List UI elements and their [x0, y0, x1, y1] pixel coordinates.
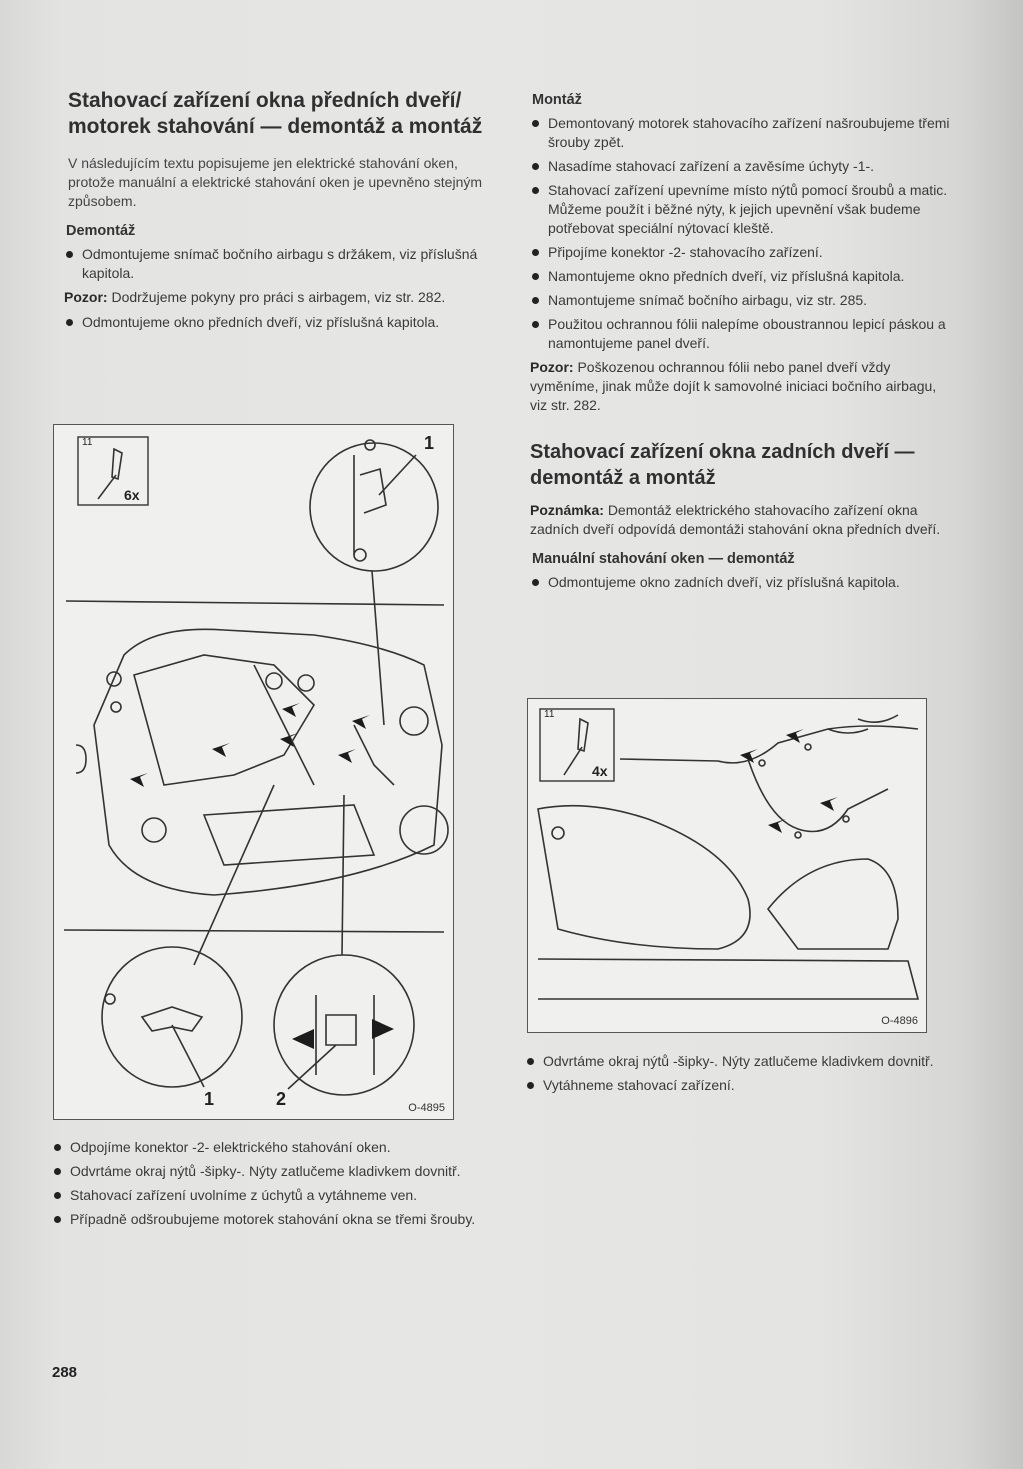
list-item: Stahovací zařízení upevníme místo nýtů pomocí šroubů a matic. Můžeme použít i běžné nýty, k jejich upevnění však budeme potřebovat speciální nýtovací kleště.	[530, 181, 950, 238]
poznamka-text: Demontáž elektrického stahovacího zařízení okna zadních dveří odpovídá demontáži stahování okna předních dveří.	[530, 502, 941, 537]
bullet-list-a	[64, 245, 484, 283]
rivet-count: 6x	[124, 487, 140, 503]
demontaz-heading: Demontáž	[66, 223, 136, 239]
list-item: Odmontujeme okno předních dveří, viz příslušná kapitola.	[64, 313, 484, 332]
pozor-note	[64, 288, 484, 307]
page-number: 288	[52, 1364, 78, 1381]
section-title-front: Stahovací zařízení okna předních dveří/ motorek stahování — demontáž a montáž	[68, 89, 483, 138]
pozor-label: Pozor:	[530, 359, 574, 375]
list-item: Odvrtáme okraj nýtů -šipky-. Nýty zatlučeme kladivkem dovnitř.	[525, 1052, 955, 1071]
pozor-text: Dodržujeme pokyny pro práci s airbagem, viz str. 282.	[111, 289, 446, 305]
front-door-drawing	[54, 425, 453, 1119]
figure-rear-door	[527, 698, 927, 1033]
list-item: Odvrtáme okraj nýtů -šipky-. Nýty zatlučeme kladivkem dovnitř.	[52, 1162, 482, 1181]
poznamka-note	[530, 501, 950, 539]
list-item: Stahovací zařízení uvolníme z úchytů a vytáhneme ven.	[52, 1186, 482, 1205]
montaz-heading: Montáž	[532, 92, 582, 108]
left-bottom-bullets	[52, 1138, 482, 1234]
list-item: Demontovaný motorek stahovacího zařízení našroubujeme třemi šrouby zpět.	[530, 114, 950, 152]
poznamka-label: Poznámka:	[530, 502, 604, 518]
callout-1-top: 1	[424, 433, 435, 453]
list-item: Odpojíme konektor -2- elektrického stahování oken.	[52, 1138, 482, 1157]
list-item: Odmontujeme okno zadních dveří, viz příslušná kapitola.	[530, 573, 950, 592]
arrow-markers	[130, 703, 394, 1049]
pozor-note-right	[530, 358, 950, 415]
right-column	[530, 92, 950, 597]
rivet-box-number: 11	[544, 709, 555, 720]
intro-text: V následujícím textu popisujeme jen elektrické stahování oken, protože manuální a elektrické stahování oken je upevněno stejným způsobem.	[68, 155, 483, 209]
montaz-bullets	[530, 114, 950, 353]
rear-door-drawing	[528, 699, 926, 1032]
pozor-label: Pozor:	[64, 289, 108, 305]
manual-heading: Manuální stahování oken — demontáž	[532, 551, 795, 567]
figure-code: O-4895	[408, 1102, 445, 1114]
rivet-box-number: 11	[82, 437, 93, 448]
rivet-count: 4x	[592, 763, 608, 779]
arrow-markers	[740, 729, 838, 833]
right-bottom-bullets	[525, 1052, 955, 1100]
list-item: Vytáhneme stahovací zařízení.	[525, 1076, 955, 1095]
callout-label-2: 2	[276, 1089, 287, 1109]
list-item: Namontujeme snímač bočního airbagu, viz str. 285.	[530, 291, 950, 310]
list-item: Připojíme konektor -2- stahovacího zařízení.	[530, 243, 950, 262]
figure-front-door	[53, 424, 454, 1120]
figure-code: O-4896	[881, 1015, 918, 1027]
list-item: Nasadíme stahovací zařízení a zavěsíme úchyty -1-.	[530, 157, 950, 176]
list-item: Odmontujeme snímač bočního airbagu s držákem, viz příslušná kapitola.	[64, 245, 484, 283]
list-item: Případně odšroubujeme motorek stahování okna se třemi šrouby.	[52, 1210, 482, 1229]
list-item: Namontujeme okno předních dveří, viz příslušná kapitola.	[530, 267, 950, 286]
callout-label-1: 1	[204, 1089, 215, 1109]
bullet-list-b	[64, 313, 484, 332]
left-column	[64, 88, 484, 337]
manual-bullets	[530, 573, 950, 592]
pozor-text: Poškozenou ochrannou fólii nebo panel dveří vždy vyměníme, jinak může dojít k samovolné iniciaci bočního airbagu, viz str. 282.	[530, 359, 937, 413]
list-item: Použitou ochrannou fólii nalepíme oboustrannou lepicí páskou a namontujeme panel dveří.	[530, 315, 950, 353]
section-title-rear: Stahovací zařízení okna zadních dveří — demontáž a montáž	[530, 441, 915, 489]
